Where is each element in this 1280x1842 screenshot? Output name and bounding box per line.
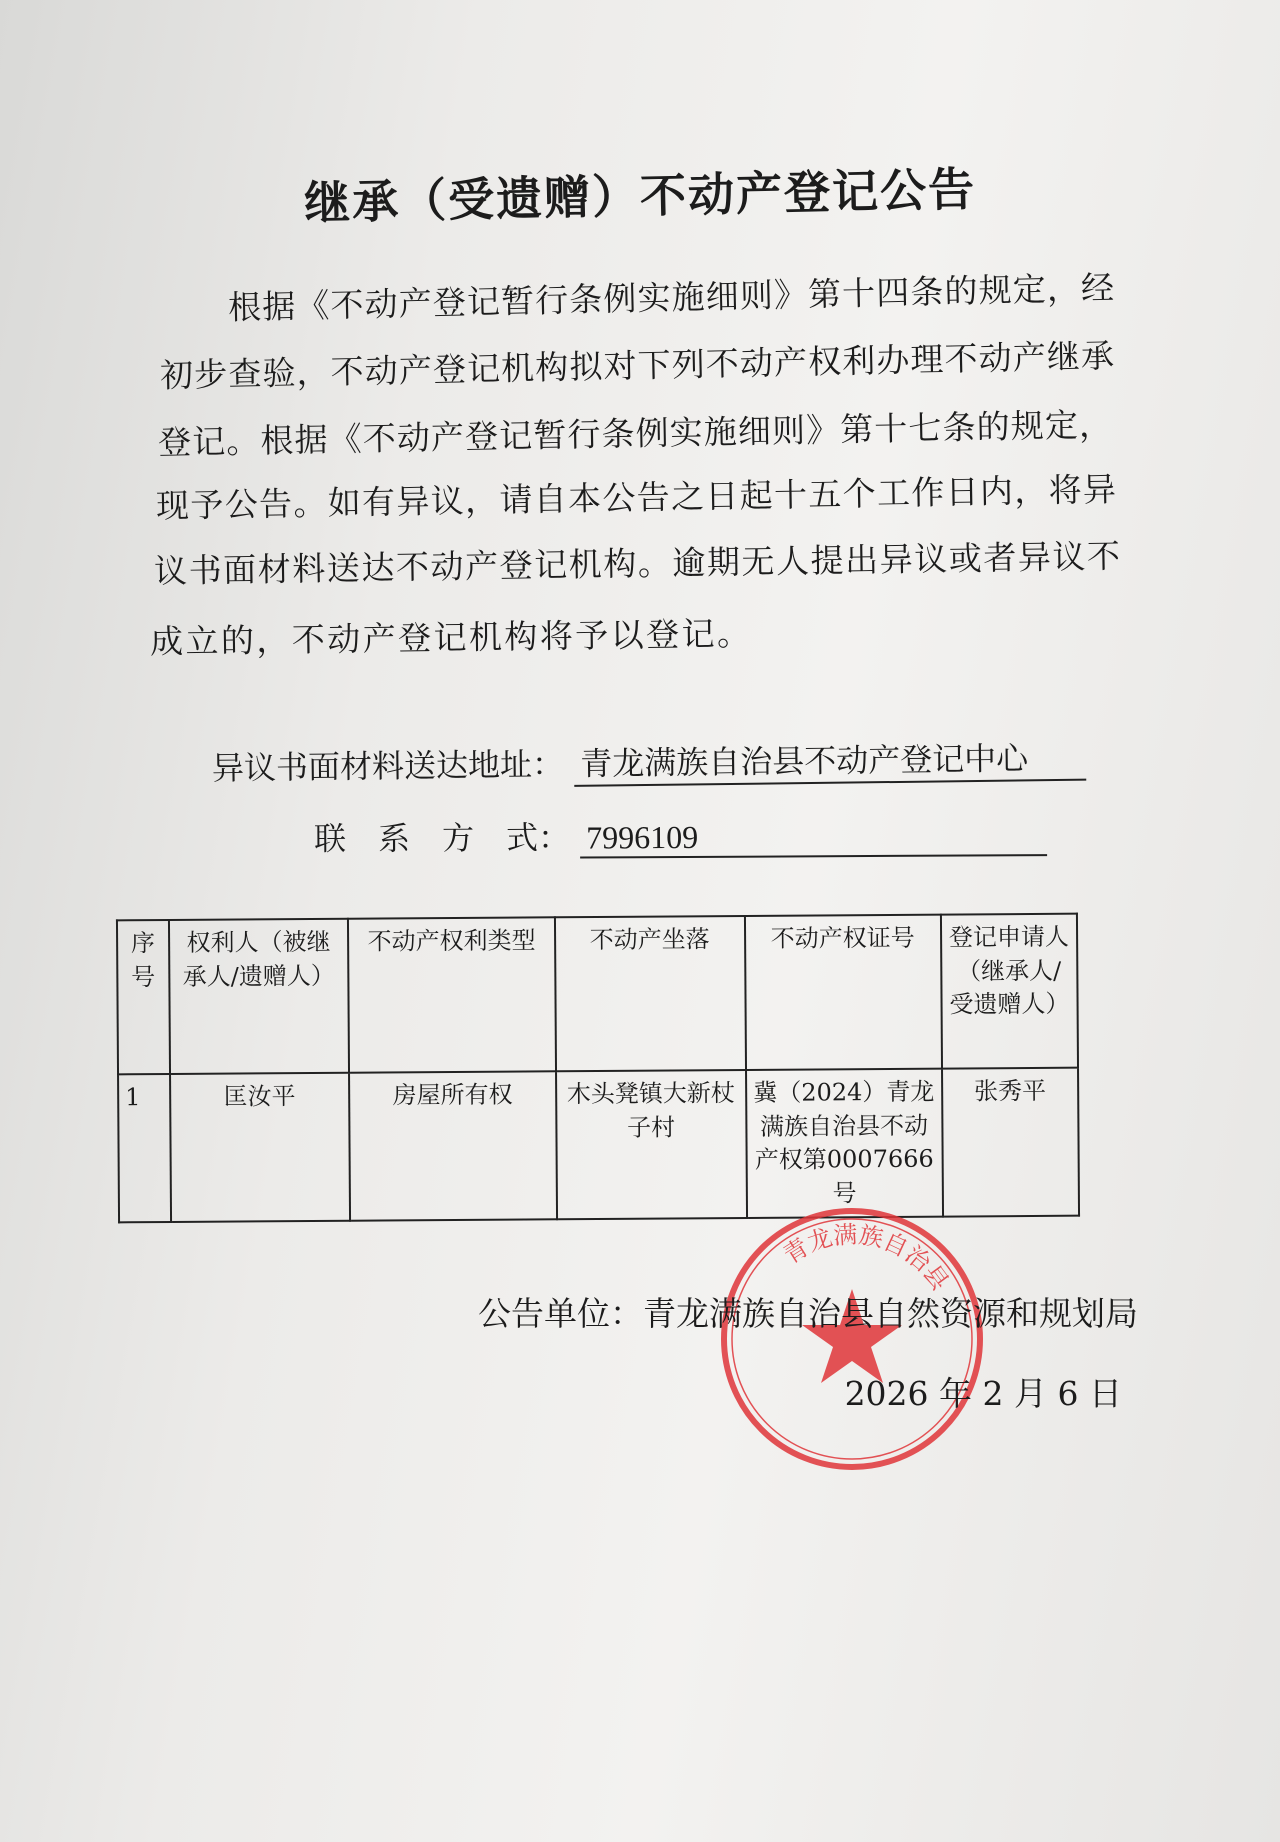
table-row bbox=[118, 1068, 1079, 1223]
header-index: 序号 bbox=[117, 920, 170, 1074]
official-seal bbox=[716, 1203, 988, 1475]
issuer-org: 青龙满族自治县自然资源和规划局 bbox=[643, 1294, 1138, 1333]
table-header-row bbox=[117, 914, 1078, 1075]
issuer-signature bbox=[478, 1288, 1138, 1335]
cell-right-type: 房屋所有权 bbox=[349, 1071, 556, 1221]
cell-owner: 匡汝平 bbox=[170, 1073, 351, 1223]
svg-text:青龙满族自治县: 青龙满族自治县 bbox=[778, 1220, 955, 1296]
body-line: 现予公告。如有异议，请自本公告之日起十五个工作日内，将异 bbox=[155, 469, 1117, 526]
contact-field bbox=[314, 810, 1047, 860]
cell-index: 1 bbox=[118, 1074, 171, 1223]
header-applicant: 登记申请人（继承人/受遗赠人） bbox=[941, 914, 1078, 1069]
contact-value: 7996109 bbox=[580, 817, 1047, 858]
header-cert-no: 不动产权证号 bbox=[745, 915, 942, 1070]
cell-location: 木头凳镇大新杖子村 bbox=[556, 1070, 747, 1220]
body-line: 根据《不动产登记暂行条例实施细则》第十四条的规定，经 bbox=[227, 267, 1115, 328]
address-label: 异议书面材料送达地址： bbox=[211, 745, 565, 788]
body-line: 初步查验，不动产登记机构拟对下列不动产权利办理不动产继承 bbox=[159, 336, 1115, 395]
cell-applicant: 张秀平 bbox=[942, 1068, 1079, 1217]
contact-label: 联 系 方 式： bbox=[313, 818, 571, 858]
header-location: 不动产坐落 bbox=[555, 916, 746, 1071]
address-field bbox=[212, 733, 1087, 792]
header-right-type: 不动产权利类型 bbox=[348, 917, 556, 1072]
address-value: 青龙满族自治县不动产登记中心 bbox=[574, 733, 1087, 787]
header-owner: 权利人（被继承人/遗赠人） bbox=[169, 919, 350, 1074]
cell-cert-no: 冀（2024）青龙满族自治县不动产权第0007666号 bbox=[746, 1069, 943, 1219]
body-line: 登记。根据《不动产登记暂行条例实施细则》第十七条的规定， bbox=[157, 404, 1113, 463]
body-line: 议书面材料送达不动产登记机构。逾期无人提出异议或者异议不 bbox=[153, 536, 1121, 591]
page-title: 继承（受遗赠）不动产登记公告 bbox=[303, 161, 977, 231]
issuer-label: 公告单位： bbox=[478, 1294, 643, 1333]
notice-date: 2026 年 2 月 6 日 bbox=[844, 1374, 1122, 1413]
body-line: 成立的，不动产登记机构将予以登记。 bbox=[149, 613, 751, 662]
property-table bbox=[116, 913, 1080, 1224]
